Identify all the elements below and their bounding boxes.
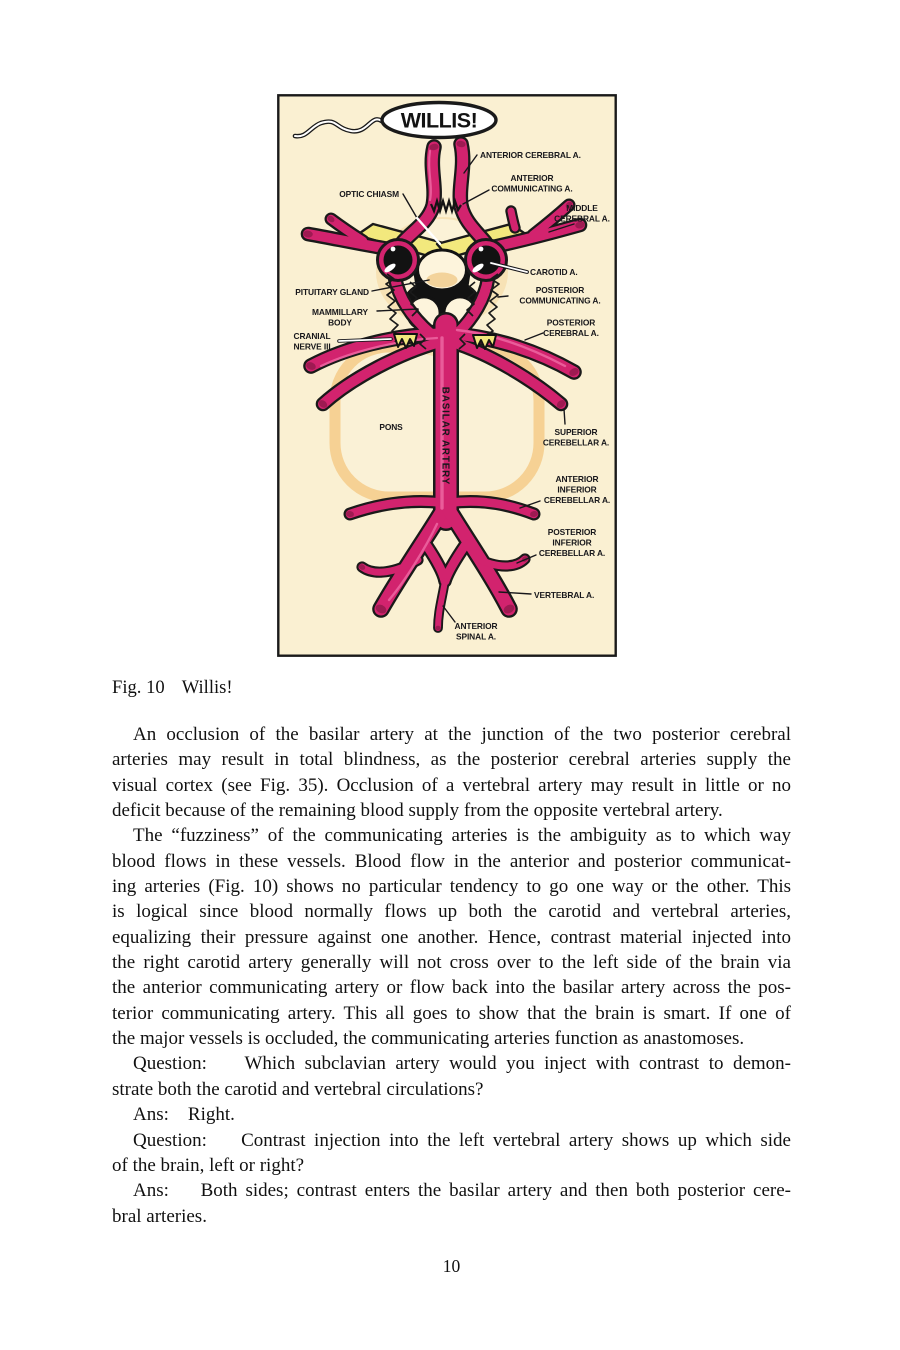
caption-label: Fig. 10 — [112, 677, 165, 698]
anterior-cerebral-artery-right — [460, 144, 462, 206]
page-number: 10 — [442, 1256, 461, 1276]
svg-text:CEREBRAL A.: CEREBRAL A. — [554, 213, 610, 224]
svg-text:SPINAL A.: SPINAL A. — [455, 631, 497, 642]
willis-figure — [277, 94, 617, 657]
svg-text:INFERIOR: INFERIOR — [557, 484, 597, 495]
label-mammillary-body: MAMMILLARY — [312, 307, 368, 317]
svg-text:NERVE III: NERVE III — [293, 341, 331, 352]
svg-text:COMMUNICATING A.: COMMUNICATING A. — [491, 183, 573, 194]
label-vertebral: VERTEBRAL A. — [534, 590, 595, 600]
svg-text:BODY: BODY — [328, 317, 352, 328]
label-posterior-cerebral: POSTERIOR — [546, 317, 596, 328]
anterior-cerebral-artery-left — [432, 147, 434, 206]
label-anterior-spinal: ANTERIOR — [454, 621, 498, 631]
caption-title: Willis! — [181, 677, 233, 698]
label-posterior-inferior-cerebellar: POSTERIOR — [547, 527, 597, 537]
paragraph-line: bral arteries. — [112, 1205, 207, 1227]
label-carotid: CAROTID A. — [530, 267, 578, 277]
label-basilar-artery: BASILAR ARTERY — [439, 386, 451, 486]
paragraph-line: arteries may result in total blindness, as the posterior cerebral arteries supply the — [112, 749, 791, 771]
label-middle-cerebral: MIDDLE — [566, 203, 598, 213]
paragraph-line: the right carotid artery generally will not cross over to the left side of the brain via — [112, 952, 791, 974]
svg-text:COMMUNICATING A.: COMMUNICATING A. — [519, 295, 601, 306]
paragraph-line: visual cortex (see Fig. 35). Occlusion of a vertebral artery may result in little or no — [112, 774, 791, 796]
label-superior-cerebellar: SUPERIOR — [554, 427, 598, 437]
label-cranial-nerve-iii: CRANIAL — [293, 331, 331, 341]
paragraph-line: strate both the carotid and vertebral circulations? — [112, 1078, 484, 1100]
svg-text:CEREBELLAR A.: CEREBELLAR A. — [543, 495, 611, 505]
willis-bubble-text: WILLIS! — [400, 108, 478, 133]
figure-caption — [112, 677, 233, 699]
paragraph-line: An occlusion of the basilar artery at the junction of the two posterior cerebral — [133, 724, 791, 745]
paragraph-line: terior communicating artery. This all goes to show that the brain is smart. If one of — [112, 1002, 791, 1024]
paragraph-line: is logical since blood normally flows up both the carotid and vertebral arteries, — [112, 901, 791, 923]
paragraph-line: the major vessels is occluded, the communicating arteries function as anastomoses. — [112, 1028, 745, 1050]
paragraph-line: The “fuzziness” of the communicating arteries is the ambiguity as to which way — [133, 825, 791, 847]
paragraph-line: ing arteries (Fig. 10) shows no particular tendency to go one way or the other. This — [112, 876, 791, 898]
svg-text:INFERIOR: INFERIOR — [552, 537, 592, 548]
label-anterior-cerebral: ANTERIOR CEREBRAL A. — [480, 150, 581, 160]
paragraph-line: the anterior communicating artery or flow back into the basilar artery across the pos- — [112, 977, 791, 999]
paragraph-line: Question: Which subclavian artery would you inject with contrast to demon- — [133, 1053, 791, 1075]
body-text — [112, 722, 791, 1229]
svg-text:CEREBELLAR A.: CEREBELLAR A. — [542, 437, 610, 448]
label-optic-chiasm: OPTIC CHIASM — [339, 189, 399, 199]
paragraph-line: Ans: Both sides; contrast enters the basilar artery and then both posterior cere- — [133, 1180, 791, 1202]
paragraph-line: deficit because of the remaining blood supply from the opposite vertebral artery. — [112, 800, 723, 822]
paragraph-line: of the brain, left or right? — [112, 1154, 305, 1176]
label-pons: PONS — [379, 422, 403, 432]
paragraph-line: Ans: Right. — [133, 1104, 235, 1126]
paragraph-line: equalizing their pressure against one another. Hence, contrast material injected into — [112, 926, 791, 948]
label-anterior-inferior-cerebellar: ANTERIOR — [555, 474, 599, 484]
label-posterior-communicating: POSTERIOR — [535, 285, 585, 295]
svg-text:CEREBRAL A.: CEREBRAL A. — [543, 328, 599, 338]
paragraph-line: blood flows in these vessels. Blood flow in the anterior and posterior communicat- — [112, 850, 791, 872]
svg-text:CEREBELLAR A.: CEREBELLAR A. — [538, 548, 606, 558]
label-anterior-communicating: ANTERIOR — [510, 173, 554, 183]
label-pituitary-gland: PITUITARY GLAND — [295, 287, 369, 297]
paragraph-line: Question: Contrast injection into the left vertebral artery shows up which side — [133, 1129, 791, 1151]
